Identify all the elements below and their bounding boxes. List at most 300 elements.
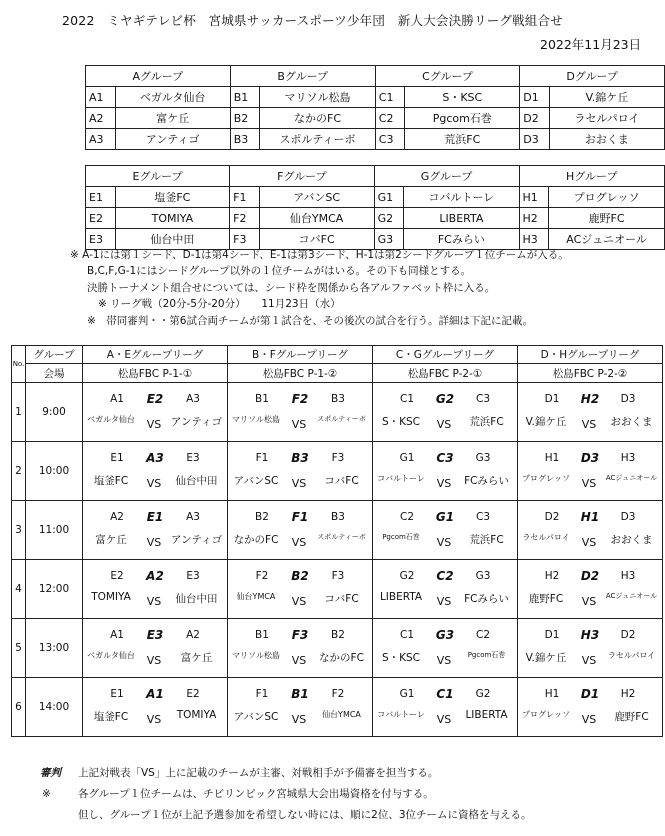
match-teams (83, 412, 227, 430)
match-cell (518, 678, 663, 737)
home-team: アバンSC (233, 475, 279, 487)
home-team: S・KSC (381, 652, 421, 664)
match-codes (373, 570, 517, 584)
team-code: D3 (520, 129, 550, 150)
team-name: 仙台YMCA (259, 208, 374, 229)
match-codes (83, 629, 227, 643)
match-number: 1 (12, 383, 26, 442)
league-header: C・Gグループリーグ (373, 346, 518, 364)
league-header: D・Hグループリーグ (518, 346, 663, 364)
match-row (12, 619, 663, 678)
away-code: A2 (186, 629, 200, 641)
home-code: C1 (399, 393, 414, 405)
team-name: ACジュニオール (549, 229, 665, 250)
team-code: E1 (86, 187, 116, 208)
away-code: G2 (475, 688, 491, 700)
group-header: Cグループ (375, 66, 519, 87)
vs-label: VS (581, 477, 597, 490)
team-code: G1 (374, 187, 404, 208)
group-header: Gグループ (374, 166, 519, 187)
team-name: 荒浜FC (405, 129, 520, 150)
match-number: 5 (12, 619, 26, 678)
match-codes (373, 688, 517, 702)
kickoff-time: 12:00 (26, 560, 83, 619)
group-header: Aグループ (86, 66, 231, 87)
home-team: ベガルタ仙台 (87, 415, 135, 424)
footer-text: 上記対戦表「VS」上に記載のチームが主審、対戦相手が予備審を担当する。 (78, 767, 439, 779)
team-name: コバルトーレ (404, 187, 519, 208)
footer-text: 各グループ１位チームは、チビリンピック宮城県大会出場資格を付与する。 (78, 788, 434, 800)
group-row (86, 129, 665, 150)
team-name: FCみらい (404, 229, 519, 250)
away-team: 富ケ丘 (180, 652, 213, 664)
referee-code: H2 (580, 392, 600, 406)
away-team: コバFC (324, 593, 359, 605)
vs-label: VS (291, 713, 307, 726)
referee-code: G1 (435, 510, 455, 524)
referee-code: B1 (291, 687, 309, 701)
referee-code: A3 (146, 451, 164, 465)
home-code: G1 (399, 452, 415, 464)
team-name: 鹿野FC (549, 208, 665, 229)
match-teams (228, 707, 372, 725)
match-teams (518, 471, 662, 489)
away-code: D3 (620, 511, 636, 523)
team-code: E2 (86, 208, 116, 229)
match-codes (518, 452, 662, 466)
away-team: おおくま (610, 416, 653, 428)
group-row (86, 108, 665, 129)
match-teams (228, 648, 372, 666)
vs-label: VS (146, 536, 162, 549)
match-row (12, 678, 663, 737)
away-team: ラセルパロイ (607, 651, 656, 660)
group-row (86, 208, 665, 229)
team-code: F2 (230, 208, 260, 229)
match-row (12, 560, 663, 619)
vs-label: VS (291, 477, 307, 490)
vs-label: VS (436, 595, 452, 608)
match-teams (518, 412, 662, 430)
referee-code: C1 (436, 687, 454, 701)
away-team: アンティゴ (170, 534, 223, 546)
vs-label: VS (436, 477, 452, 490)
team-code: G3 (374, 229, 404, 250)
referee-code: E2 (146, 392, 164, 406)
team-code: D2 (520, 108, 550, 129)
team-code: G2 (374, 208, 404, 229)
league-header: A・Eグループリーグ (83, 346, 228, 364)
referee-code: F2 (291, 392, 309, 406)
home-team: V.錦ケ丘 (525, 416, 567, 428)
home-team: 仙台YMCA (236, 592, 276, 601)
away-code: C3 (475, 393, 490, 405)
team-name: なかのFC (260, 108, 376, 129)
home-code: B1 (255, 393, 269, 405)
away-team: 荒浜FC (469, 416, 504, 428)
match-row (12, 501, 663, 560)
league-header: B・Fグループリーグ (228, 346, 373, 364)
kickoff-time: 9:00 (26, 383, 83, 442)
match-teams (373, 589, 517, 607)
away-code: F2 (331, 688, 345, 700)
referee-code: H1 (580, 510, 600, 524)
match-teams (83, 707, 227, 725)
note-line: ※ リーグ戦（20分-5分-20分） 11月23日（水） (98, 298, 341, 311)
note-mark: ※ (42, 788, 51, 800)
match-teams (83, 471, 227, 489)
match-row (12, 383, 663, 442)
match-teams (373, 707, 517, 725)
home-code: F1 (255, 688, 269, 700)
kickoff-time: 10:00 (26, 442, 83, 501)
referee-code: B2 (291, 569, 309, 583)
team-code: A3 (86, 129, 116, 150)
team-code: D1 (520, 87, 550, 108)
home-team: TOMIYA (91, 591, 131, 603)
team-code: B3 (230, 129, 260, 150)
no-header: No. (12, 346, 26, 383)
team-code: A1 (86, 87, 116, 108)
match-number: 3 (12, 501, 26, 560)
home-team: 富ケ丘 (95, 534, 127, 546)
vs-label: VS (291, 418, 307, 431)
home-code: D2 (544, 511, 560, 523)
match-teams (373, 648, 517, 666)
match-teams (228, 412, 372, 430)
home-code: B1 (255, 629, 269, 641)
away-code: D2 (620, 629, 636, 641)
kickoff-time: 14:00 (26, 678, 83, 737)
team-name: 塩釜FC (115, 187, 230, 208)
team-code: H1 (519, 187, 549, 208)
away-team: FCみらい (464, 593, 509, 605)
team-name: マリソル松島 (260, 87, 376, 108)
match-teams (373, 412, 517, 430)
match-row (12, 442, 663, 501)
match-codes (228, 629, 372, 643)
note-line: ※ 帯同審判・・第6試合両チームが第１試合を、その後次の試合を行う。詳細は下記に記載。 (87, 314, 533, 327)
venue-label: 松島FBC P-2-① (373, 364, 518, 383)
home-team: コバルトーレ (377, 474, 425, 483)
home-team: ベガルタ仙台 (87, 651, 135, 660)
team-code: B2 (230, 108, 260, 129)
group-table-a-d (85, 65, 665, 150)
group-row (86, 187, 665, 208)
vs-label: VS (436, 713, 452, 726)
match-cell (518, 383, 663, 442)
team-name: おおくま (549, 129, 664, 150)
group-table-e-h (85, 165, 665, 250)
team-name: ラセルパロイ (549, 108, 664, 129)
match-teams (373, 471, 517, 489)
match-teams (228, 589, 372, 607)
team-name: コバFC (259, 229, 374, 250)
match-cell (228, 383, 373, 442)
home-code: B2 (255, 511, 269, 523)
home-team: 塩釜FC (93, 711, 129, 723)
team-code: C1 (375, 87, 405, 108)
away-team: 鹿野FC (614, 711, 649, 723)
match-codes (83, 688, 227, 702)
home-code: E1 (110, 688, 124, 700)
home-code: A1 (110, 393, 124, 405)
home-code: D1 (544, 629, 560, 641)
team-code: H2 (519, 208, 549, 229)
group-header: Dグループ (520, 66, 665, 87)
match-cell (373, 442, 518, 501)
match-cell (228, 619, 373, 678)
away-code: E3 (186, 570, 200, 582)
vs-label: VS (581, 536, 597, 549)
match-cell (83, 678, 228, 737)
match-number: 6 (12, 678, 26, 737)
match-teams (518, 707, 662, 725)
home-team: 塩釜FC (93, 475, 129, 487)
away-code: D3 (620, 393, 636, 405)
match-cell (228, 560, 373, 619)
away-team: 仙台YMCA (322, 710, 361, 719)
away-team: TOMIYA (176, 709, 217, 721)
team-name: TOMIYA (115, 208, 230, 229)
vs-label: VS (146, 713, 162, 726)
away-code: E2 (186, 688, 200, 700)
away-code: F3 (331, 570, 345, 582)
referee-code: G2 (435, 392, 455, 406)
match-codes (83, 511, 227, 525)
group-header-row (86, 66, 665, 87)
home-team: アバンSC (233, 711, 279, 723)
match-cell (373, 619, 518, 678)
team-name: プログレッソ (549, 187, 665, 208)
match-teams (228, 530, 372, 548)
team-code: F3 (230, 229, 260, 250)
away-team: 荒浜FC (469, 534, 504, 546)
vs-label: VS (581, 654, 597, 667)
match-cell (518, 619, 663, 678)
team-code: C3 (375, 129, 405, 150)
team-name: 仙台中田 (115, 229, 230, 250)
home-team: プログレッソ (522, 710, 570, 719)
footer-notes (40, 763, 532, 826)
venue-label: 松島FBC P-2-② (518, 364, 663, 383)
team-name: LIBERTA (404, 208, 519, 229)
away-code: E3 (186, 452, 200, 464)
vs-label: VS (436, 536, 452, 549)
home-team: ラセルパロイ (522, 533, 570, 542)
away-code: H3 (620, 570, 636, 582)
away-code: B2 (331, 629, 345, 641)
schedule-venue-row (12, 364, 663, 383)
match-cell (518, 442, 663, 501)
match-teams (518, 589, 662, 607)
team-name: Pgcom石巻 (405, 108, 520, 129)
match-codes (228, 452, 372, 466)
match-codes (83, 452, 227, 466)
away-team: ACジュニオール (605, 592, 658, 600)
match-codes (373, 511, 517, 525)
match-cell (83, 501, 228, 560)
match-cell (228, 442, 373, 501)
vs-label: VS (581, 418, 597, 431)
venue-column-header: 会場 (26, 364, 83, 383)
referee-code: F3 (291, 628, 309, 642)
referee-code: B3 (291, 451, 309, 465)
team-code: B1 (230, 87, 260, 108)
match-codes (228, 511, 372, 525)
team-name: 富ケ丘 (115, 108, 230, 129)
home-code: H2 (544, 570, 560, 582)
away-team: アンティゴ (170, 416, 223, 428)
match-teams (518, 648, 662, 666)
match-cell (228, 501, 373, 560)
away-code: F3 (331, 452, 345, 464)
referee-code: E1 (146, 510, 164, 524)
vs-label: VS (146, 654, 162, 667)
home-team: V.錦ケ丘 (525, 652, 567, 664)
group-header-row (86, 166, 665, 187)
team-code: E3 (86, 229, 116, 250)
match-cell (83, 560, 228, 619)
kickoff-time: 13:00 (26, 619, 83, 678)
home-code: C1 (399, 629, 414, 641)
match-codes (373, 629, 517, 643)
note-line: B,C,F,G-1にはシードグループ以外の１位チームがはいる。その下も同様とする。 (87, 265, 472, 278)
vs-label: VS (146, 477, 162, 490)
team-code: A2 (86, 108, 116, 129)
away-code: C3 (475, 511, 490, 523)
away-team: LIBERTA (465, 709, 508, 721)
away-code: A3 (186, 511, 200, 523)
away-code: G3 (475, 570, 491, 582)
group-header: Hグループ (519, 166, 664, 187)
match-cell (373, 678, 518, 737)
team-name: アバンSC (259, 187, 374, 208)
kickoff-time: 11:00 (26, 501, 83, 560)
home-team: なかのFC (233, 534, 279, 546)
footer-text: 但し、グループ１位が上記予選参加を希望しない時には、順に2位、3位チームに資格を与える。 (78, 809, 532, 821)
referee-code: D2 (580, 569, 600, 583)
away-team: 仙台中田 (175, 593, 218, 605)
footer-line (40, 784, 532, 805)
vs-label: VS (436, 654, 452, 667)
referee-code: A1 (146, 687, 164, 701)
match-codes (373, 452, 517, 466)
match-number: 4 (12, 560, 26, 619)
team-name: S・KSC (405, 87, 520, 108)
match-number: 2 (12, 442, 26, 501)
vs-label: VS (581, 595, 597, 608)
group-header: Eグループ (86, 166, 230, 187)
venue-label: 松島FBC P-1-① (83, 364, 228, 383)
vs-label: VS (581, 713, 597, 726)
notes-block (70, 247, 569, 329)
document-date: 2022年11月23日 (540, 37, 642, 52)
match-codes (83, 570, 227, 584)
venue-label: 松島FBC P-1-② (228, 364, 373, 383)
away-team: ACジュニオール (605, 474, 658, 482)
away-team: なかのFC (319, 652, 364, 664)
home-code: A2 (110, 511, 124, 523)
home-code: G2 (399, 570, 415, 582)
away-code: B3 (331, 393, 345, 405)
home-code: E2 (110, 570, 124, 582)
footer-line (40, 763, 532, 784)
referee-code: D3 (580, 451, 600, 465)
home-team: Pgcom石巻 (382, 533, 420, 541)
away-code: H2 (620, 688, 636, 700)
away-code: H3 (620, 452, 636, 464)
group-header: Bグループ (230, 66, 375, 87)
home-code: F2 (255, 570, 269, 582)
group-row (86, 87, 665, 108)
match-codes (83, 393, 227, 407)
home-code: F1 (255, 452, 269, 464)
match-cell (518, 501, 663, 560)
away-team: スポルティーボ (317, 533, 366, 541)
home-team: プログレッソ (522, 474, 570, 483)
match-codes (373, 393, 517, 407)
match-cell (373, 560, 518, 619)
group-column-header: グループ (26, 346, 83, 364)
home-code: G1 (399, 688, 415, 700)
match-cell (373, 383, 518, 442)
home-team: コバルトーレ (377, 710, 425, 719)
home-code: H1 (544, 688, 560, 700)
match-teams (228, 471, 372, 489)
vs-label: VS (146, 418, 162, 431)
away-code: C2 (475, 629, 490, 641)
team-code: H3 (519, 229, 549, 250)
home-code: A1 (110, 629, 124, 641)
away-code: G3 (475, 452, 491, 464)
away-team: スポルティーボ (317, 415, 366, 423)
referee-code: C2 (436, 569, 454, 583)
match-cell (83, 619, 228, 678)
away-team: Pgcom石巻 (467, 651, 506, 659)
home-code: H1 (544, 452, 560, 464)
home-code: E1 (110, 452, 124, 464)
schedule-header-row (12, 346, 663, 364)
match-codes (228, 393, 372, 407)
match-schedule-table (11, 345, 663, 737)
away-team: 仙台中田 (175, 475, 218, 487)
referee-code: G3 (435, 628, 455, 642)
home-team: マリソル松島 (232, 651, 280, 660)
vs-label: VS (291, 536, 307, 549)
away-code: B3 (331, 511, 345, 523)
match-teams (83, 648, 227, 666)
home-team: マリソル松島 (232, 415, 280, 424)
referee-code: C3 (436, 451, 454, 465)
team-name: V.錦ケ丘 (549, 87, 664, 108)
match-cell (373, 501, 518, 560)
home-team: 鹿野FC (528, 593, 564, 605)
match-codes (518, 570, 662, 584)
referee-code: H3 (580, 628, 600, 642)
group-header: Fグループ (230, 166, 374, 187)
team-name: アンティゴ (115, 129, 230, 150)
vs-label: VS (291, 654, 307, 667)
referee-label: 審判 (40, 767, 61, 779)
match-codes (228, 570, 372, 584)
note-line: 決勝トーナメント組合せについては、シード枠を関係から各アルファベット枠に入る。 (87, 281, 496, 294)
match-cell (518, 560, 663, 619)
away-team: コバFC (324, 475, 359, 487)
document-title: 2022 ミヤギテレビ杯 宮城県サッカースポーツ少年団 新人大会決勝リーグ戦組合せ (62, 13, 563, 28)
match-teams (83, 530, 227, 548)
footer-line (40, 805, 532, 826)
